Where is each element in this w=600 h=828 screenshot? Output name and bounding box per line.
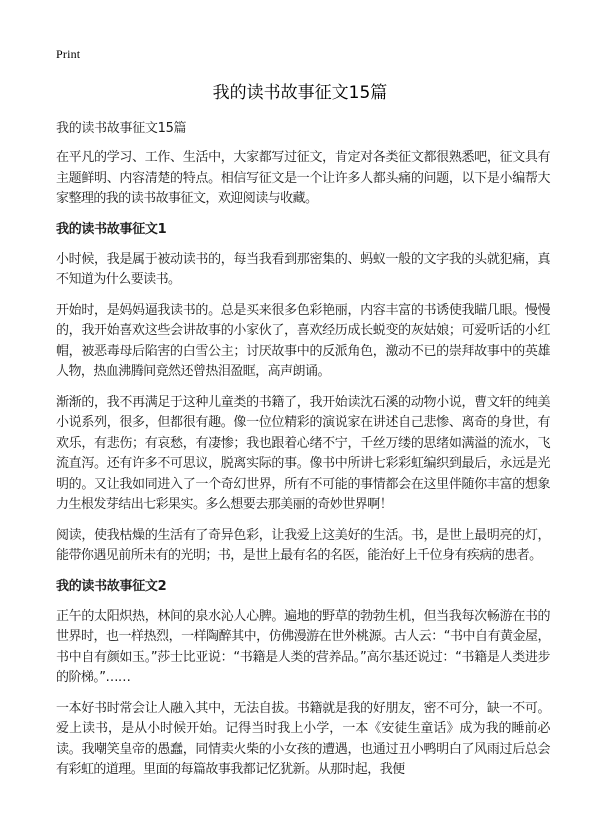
body-paragraph: 正午的太阳炽热，林间的泉水沁人心脾。遍地的野草的勃勃生机，但当我每次畅游在书的世界时，也一样热烈，一样陶醉其中，仿佛漫游在世外桃源。古人云：“书中自有黄金屋，书中自有颜如玉。”莎士比亚说：“书籍是人类的营养品。”高尔基还说过：“书籍是人类进步的阶梯。”…… (56, 608, 550, 685)
intro-paragraph: 在平凡的学习、工作、生活中，大家都写过征文，肯定对各类征文都很熟悉吧，征文具有主题鲜明、内容清楚的特点。相信写征文是一个让许多人都头痛的问题，以下是小编帮大家整理的我的读书故事征文，欢迎阅读与收藏。 (56, 150, 550, 206)
body-paragraph: 一本好书时常会让人融入其中，无法自拔。书籍就是我的好朋友，密不可分，缺一不可。爱上读书，是从小时候开始。记得当时我上小学，一本《安徒生童话》成为我的睡前必读。我嘲笑皇帝的愚蠢，同情卖火柴的小女孩的遭遇，也通过丑小鸭明白了风雨过后总会有彩虹的道理。里面的每篇故事我都记忆犹新。从那时起，我便 (56, 700, 550, 777)
print-link[interactable]: Print (56, 47, 81, 61)
body-paragraph: 渐渐的，我不再满足于这种儿童类的书籍了，我开始读沈石溪的动物小说，曹文轩的纯美小说系列，很多，但都很有趣。像一位位精彩的演说家在讲述自己悲惨、离奇的身世，有欢乐，有悲伤；有哀愁，有凄惨；我也跟着心绪不宁，千丝万缕的思绪如满溢的流水，飞流直泻。还有许多不可思议，脱离实际的事。像书中所讲七彩彩虹编织到最后，永远是光明的。又让我如同进入了一个奇幻世界，所有不可能的事情都会在这里伴随你丰富的想象力生根发芽结出七彩果实。多么想要去那美丽的奇妙世界啊！ (56, 394, 550, 512)
document-body (56, 120, 550, 791)
body-paragraph: 阅读，使我枯燥的生活有了奇异色彩，让我爱上这美好的生活。书，是世上最明亮的灯，能带你遇见前所未有的光明；书，是世上最有名的名医，能治好上千位身有疾病的患者。 (56, 527, 550, 563)
section-heading: 我的读书故事征文1 (56, 221, 167, 237)
body-paragraph: 开始时，是妈妈逼我读书的。总是买来很多色彩艳丽，内容丰富的书诱使我瞄几眼。慢慢的，我开始喜欢这些会讲故事的小家伙了，喜欢经历成长蜕变的灰姑娘；可爱听话的小红帽，被恶毒母后陷害的白雪公主；讨厌故事中的反派角色，激动不已的崇拜故事中的英雄人物，热血沸腾间竟然还曾热泪盈眶，高声朗诵。 (56, 302, 550, 379)
document-subtitle: 我的读书故事征文15篇 (56, 121, 187, 136)
body-paragraph: 小时候，我是属于被动读书的，每当我看到那密集的、蚂蚁一般的文字我的头就犯痛，真不知道为什么要读书。 (56, 251, 550, 287)
document-title: 我的读书故事征文15篇 (212, 83, 388, 103)
section-heading: 我的读书故事征文2 (56, 578, 167, 594)
